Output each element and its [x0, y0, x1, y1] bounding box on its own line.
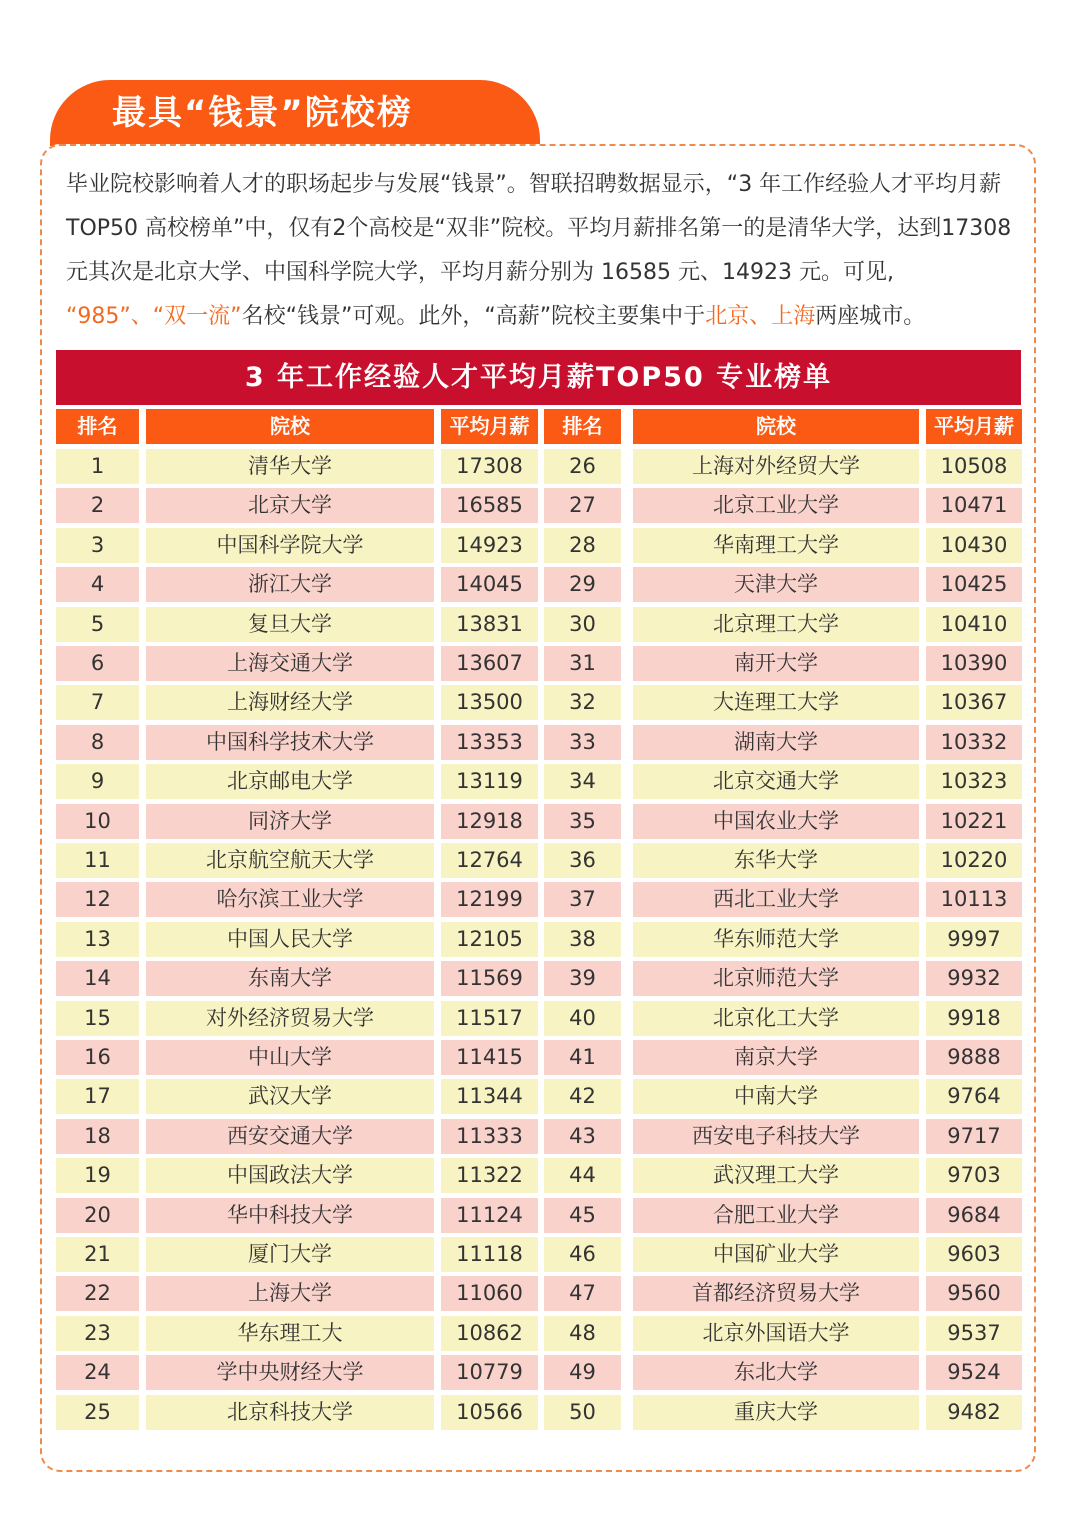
cell-salary-right: 10113	[926, 882, 1022, 917]
cell-rank-left: 8	[56, 725, 139, 760]
cell-rank-left: 11	[56, 843, 139, 878]
cell-school-left: 学中央财经大学	[146, 1355, 434, 1390]
cell-school-right: 北京外国语大学	[633, 1316, 919, 1351]
cell-salary-left: 11415	[441, 1040, 538, 1075]
cell-school-left: 中国科学院大学	[146, 528, 434, 563]
cell-school-left: 中国人民大学	[146, 922, 434, 957]
cell-rank-left: 23	[56, 1316, 139, 1351]
cell-school-left: 东南大学	[146, 961, 434, 996]
cell-rank-right: 32	[544, 685, 621, 720]
cell-rank-right: 36	[544, 843, 621, 878]
cell-rank-right: 26	[544, 449, 621, 484]
header-rank-left: 排名	[56, 409, 139, 444]
table-row	[56, 764, 1022, 799]
cell-rank-left: 20	[56, 1198, 139, 1233]
cell-school-left: 对外经济贸易大学	[146, 1001, 434, 1036]
cell-rank-right: 39	[544, 961, 621, 996]
cell-rank-left: 15	[56, 1001, 139, 1036]
cell-school-right: 华南理工大学	[633, 528, 919, 563]
cell-rank-left: 4	[56, 567, 139, 602]
table-row	[56, 607, 1022, 642]
table-row	[56, 1395, 1022, 1430]
cell-salary-left: 12105	[441, 922, 538, 957]
cell-salary-right: 10425	[926, 567, 1022, 602]
cell-rank-left: 6	[56, 646, 139, 681]
cell-rank-left: 13	[56, 922, 139, 957]
cell-school-left: 北京大学	[146, 488, 434, 523]
cell-school-left: 华东理工大	[146, 1316, 434, 1351]
table-row	[56, 804, 1022, 839]
cell-rank-right: 31	[544, 646, 621, 681]
cell-salary-left: 11344	[441, 1079, 538, 1114]
cell-rank-right: 38	[544, 922, 621, 957]
section-title: 最具“钱景”院校榜	[112, 93, 413, 133]
cell-school-right: 上海对外经贸大学	[633, 449, 919, 484]
cell-school-right: 首都经济贸易大学	[633, 1276, 919, 1311]
header-school-left: 院校	[146, 409, 434, 444]
cell-rank-left: 25	[56, 1395, 139, 1430]
cell-salary-left: 11124	[441, 1198, 538, 1233]
cell-school-right: 北京工业大学	[633, 488, 919, 523]
cell-school-left: 北京航空航天大学	[146, 843, 434, 878]
cell-school-left: 上海财经大学	[146, 685, 434, 720]
table-row	[56, 685, 1022, 720]
cell-school-left: 清华大学	[146, 449, 434, 484]
header-salary-left: 平均月薪	[441, 409, 538, 444]
cell-salary-right: 10390	[926, 646, 1022, 681]
cell-salary-right: 9684	[926, 1198, 1022, 1233]
cell-school-right: 华东师范大学	[633, 922, 919, 957]
cell-school-left: 浙江大学	[146, 567, 434, 602]
cell-salary-right: 9482	[926, 1395, 1022, 1430]
cell-rank-left: 1	[56, 449, 139, 484]
cell-rank-left: 18	[56, 1119, 139, 1154]
table-title: 3 年工作经验人才平均月薪TOP50 专业榜单	[56, 350, 1021, 405]
table-row	[56, 1001, 1022, 1036]
intro-highlight-985: “985”、“双一流”	[66, 304, 242, 329]
cell-school-left: 中国政法大学	[146, 1158, 434, 1193]
cell-rank-right: 43	[544, 1119, 621, 1154]
cell-salary-left: 11118	[441, 1237, 538, 1272]
cell-rank-left: 12	[56, 882, 139, 917]
table-row	[56, 961, 1022, 996]
cell-salary-right: 10367	[926, 685, 1022, 720]
cell-salary-left: 11060	[441, 1276, 538, 1311]
cell-salary-left: 13119	[441, 764, 538, 799]
cell-rank-right: 29	[544, 567, 621, 602]
table-row	[56, 488, 1022, 523]
cell-salary-right: 10332	[926, 725, 1022, 760]
cell-salary-right: 9703	[926, 1158, 1022, 1193]
cell-salary-right: 10430	[926, 528, 1022, 563]
cell-salary-left: 10862	[441, 1316, 538, 1351]
cell-salary-left: 12199	[441, 882, 538, 917]
cell-school-left: 上海大学	[146, 1276, 434, 1311]
cell-rank-left: 2	[56, 488, 139, 523]
cell-rank-right: 35	[544, 804, 621, 839]
cell-school-left: 北京邮电大学	[146, 764, 434, 799]
cell-rank-left: 10	[56, 804, 139, 839]
cell-rank-right: 27	[544, 488, 621, 523]
cell-rank-left: 5	[56, 607, 139, 642]
cell-school-left: 中国科学技术大学	[146, 725, 434, 760]
cell-school-right: 中国农业大学	[633, 804, 919, 839]
table-row	[56, 843, 1022, 878]
cell-salary-right: 9524	[926, 1355, 1022, 1390]
intro-text-2: 名校“钱景”可观。此外，“高薪”院校主要集中于	[241, 304, 706, 329]
cell-school-right: 北京理工大学	[633, 607, 919, 642]
cell-rank-left: 21	[56, 1237, 139, 1272]
cell-school-left: 哈尔滨工业大学	[146, 882, 434, 917]
cell-school-right: 武汉理工大学	[633, 1158, 919, 1193]
cell-rank-left: 24	[56, 1355, 139, 1390]
cell-school-right: 南开大学	[633, 646, 919, 681]
cell-salary-left: 11569	[441, 961, 538, 996]
table-header-row	[56, 409, 1022, 444]
cell-school-left: 中山大学	[146, 1040, 434, 1075]
table-row	[56, 449, 1022, 484]
cell-rank-right: 37	[544, 882, 621, 917]
cell-salary-left: 11517	[441, 1001, 538, 1036]
cell-salary-right: 9932	[926, 961, 1022, 996]
cell-rank-right: 41	[544, 1040, 621, 1075]
cell-rank-left: 16	[56, 1040, 139, 1075]
cell-salary-left: 13500	[441, 685, 538, 720]
cell-rank-right: 46	[544, 1237, 621, 1272]
table-row	[56, 1355, 1022, 1390]
cell-salary-right: 9537	[926, 1316, 1022, 1351]
cell-rank-left: 3	[56, 528, 139, 563]
cell-salary-left: 14923	[441, 528, 538, 563]
cell-school-right: 西安电子科技大学	[633, 1119, 919, 1154]
cell-school-left: 复旦大学	[146, 607, 434, 642]
cell-salary-left: 13831	[441, 607, 538, 642]
header-school-right: 院校	[633, 409, 919, 444]
cell-school-right: 天津大学	[633, 567, 919, 602]
cell-school-left: 西安交通大学	[146, 1119, 434, 1154]
cell-rank-left: 7	[56, 685, 139, 720]
cell-salary-right: 10410	[926, 607, 1022, 642]
table-row	[56, 1316, 1022, 1351]
cell-school-right: 南京大学	[633, 1040, 919, 1075]
cell-salary-right: 9888	[926, 1040, 1022, 1075]
cell-salary-left: 12918	[441, 804, 538, 839]
cell-salary-left: 16585	[441, 488, 538, 523]
cell-salary-right: 9717	[926, 1119, 1022, 1154]
cell-salary-right: 10471	[926, 488, 1022, 523]
cell-salary-left: 11322	[441, 1158, 538, 1193]
cell-rank-left: 22	[56, 1276, 139, 1311]
table-row	[56, 646, 1022, 681]
table-row	[56, 1237, 1022, 1272]
cell-salary-right: 9918	[926, 1001, 1022, 1036]
cell-school-right: 北京师范大学	[633, 961, 919, 996]
table-row	[56, 882, 1022, 917]
cell-school-right: 东北大学	[633, 1355, 919, 1390]
table-row	[56, 1158, 1022, 1193]
table-row	[56, 1040, 1022, 1075]
cell-rank-right: 44	[544, 1158, 621, 1193]
table-row	[56, 725, 1022, 760]
cell-rank-left: 17	[56, 1079, 139, 1114]
cell-rank-right: 42	[544, 1079, 621, 1114]
cell-school-left: 武汉大学	[146, 1079, 434, 1114]
cell-salary-left: 12764	[441, 843, 538, 878]
cell-rank-right: 48	[544, 1316, 621, 1351]
cell-school-right: 大连理工大学	[633, 685, 919, 720]
cell-school-right: 合肥工业大学	[633, 1198, 919, 1233]
cell-school-right: 西北工业大学	[633, 882, 919, 917]
table-row	[56, 1079, 1022, 1114]
cell-rank-right: 34	[544, 764, 621, 799]
cell-school-right: 北京交通大学	[633, 764, 919, 799]
cell-salary-left: 11333	[441, 1119, 538, 1154]
cell-school-right: 东华大学	[633, 843, 919, 878]
intro-text-3: 两座城市。	[815, 304, 926, 329]
cell-school-left: 北京科技大学	[146, 1395, 434, 1430]
intro-highlight-cities: 北京、上海	[705, 304, 816, 329]
cell-school-left: 厦门大学	[146, 1237, 434, 1272]
table-row	[56, 922, 1022, 957]
cell-school-right: 北京化工大学	[633, 1001, 919, 1036]
cell-school-left: 华中科技大学	[146, 1198, 434, 1233]
cell-salary-right: 10221	[926, 804, 1022, 839]
cell-salary-right: 10508	[926, 449, 1022, 484]
cell-salary-right: 9997	[926, 922, 1022, 957]
cell-school-right: 中南大学	[633, 1079, 919, 1114]
cell-rank-right: 28	[544, 528, 621, 563]
cell-salary-right: 10220	[926, 843, 1022, 878]
cell-rank-left: 19	[56, 1158, 139, 1193]
cell-salary-right: 10323	[926, 764, 1022, 799]
cell-salary-right: 9764	[926, 1079, 1022, 1114]
cell-rank-right: 50	[544, 1395, 621, 1430]
table-row	[56, 1119, 1022, 1154]
cell-rank-right: 47	[544, 1276, 621, 1311]
header-rank-right: 排名	[544, 409, 621, 444]
cell-rank-right: 30	[544, 607, 621, 642]
cell-salary-left: 17308	[441, 449, 538, 484]
cell-school-right: 重庆大学	[633, 1395, 919, 1430]
cell-school-right: 中国矿业大学	[633, 1237, 919, 1272]
cell-salary-left: 13607	[441, 646, 538, 681]
cell-school-right: 湖南大学	[633, 725, 919, 760]
cell-salary-right: 9560	[926, 1276, 1022, 1311]
cell-salary-right: 9603	[926, 1237, 1022, 1272]
cell-salary-left: 14045	[441, 567, 538, 602]
table-row	[56, 1276, 1022, 1311]
table-row	[56, 528, 1022, 563]
table-row	[56, 567, 1022, 602]
intro-text-1: 毕业院校影响着人才的职场起步与发展“钱景”。智联招聘数据显示，“3 年工作经验人才平均月薪TOP50 高校榜单”中，仅有2个高校是“双非”院校。平均月薪排名第一的是清华大学，达到17308元其次是北京大学、中国科学院大学，平均月薪分别为 16585 元、14923 元。可见,	[66, 172, 1012, 285]
cell-rank-right: 49	[544, 1355, 621, 1390]
table-row	[56, 1198, 1022, 1233]
header-salary-right: 平均月薪	[926, 409, 1022, 444]
cell-rank-left: 14	[56, 961, 139, 996]
intro-paragraph	[66, 163, 1026, 339]
cell-rank-left: 9	[56, 764, 139, 799]
cell-school-left: 上海交通大学	[146, 646, 434, 681]
cell-salary-left: 10779	[441, 1355, 538, 1390]
cell-rank-right: 45	[544, 1198, 621, 1233]
cell-salary-left: 10566	[441, 1395, 538, 1430]
cell-rank-right: 33	[544, 725, 621, 760]
cell-school-left: 同济大学	[146, 804, 434, 839]
cell-rank-right: 40	[544, 1001, 621, 1036]
cell-salary-left: 13353	[441, 725, 538, 760]
